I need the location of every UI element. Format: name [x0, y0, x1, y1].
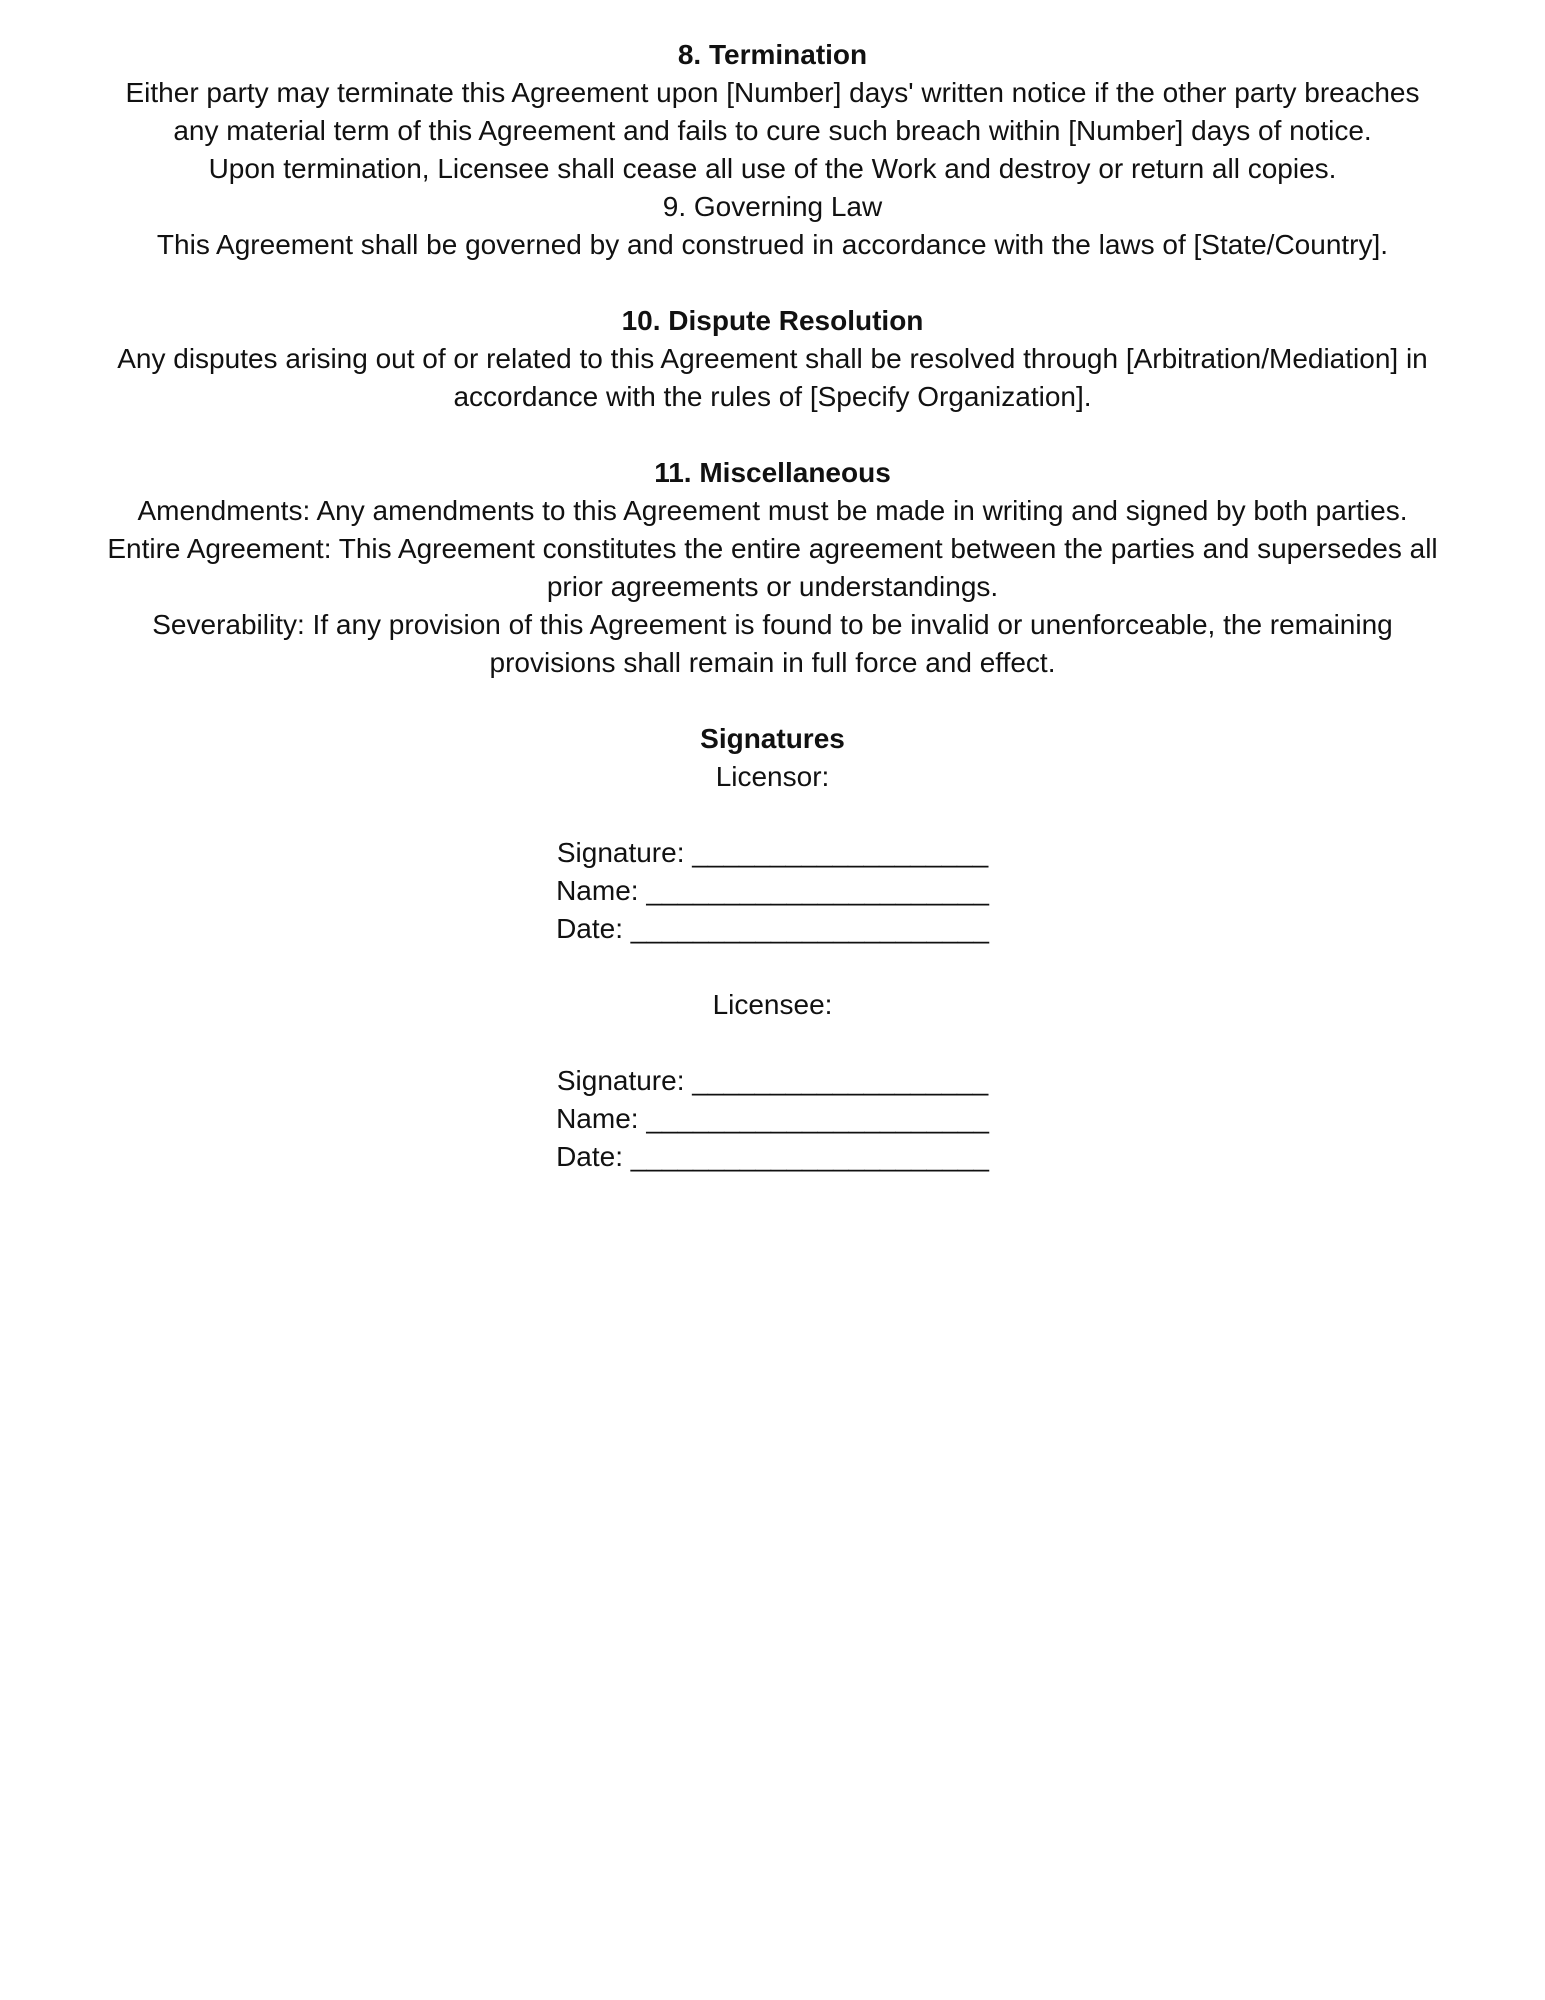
- section-heading: 9. Governing Law: [662, 191, 883, 222]
- licensor-date-field[interactable]: Date: _______________________: [556, 913, 989, 944]
- spacer: [48, 416, 1497, 454]
- paragraph-line: provisions shall remain in full force and effect.: [489, 647, 1056, 678]
- licensee-date-field[interactable]: Date: _______________________: [556, 1141, 989, 1172]
- licensee-name-field[interactable]: Name: ______________________: [556, 1103, 989, 1134]
- paragraph-line: any material term of this Agreement and fails to cure such breach within [Number] days of notice.: [173, 115, 1372, 146]
- paragraph-line: Upon termination, Licensee shall cease all use of the Work and destroy or return all copies.: [208, 153, 1337, 184]
- licensee-label: Licensee:: [712, 989, 833, 1020]
- paragraph-line: Any disputes arising out of or related to this Agreement shall be resolved through [Arbitration/Mediation] in: [117, 343, 1428, 374]
- licensor-name-field[interactable]: Name: ______________________: [556, 875, 989, 906]
- paragraph-line: Severability: If any provision of this Agreement is found to be invalid or unenforceable, the remaining: [152, 609, 1393, 640]
- spacer: [48, 948, 1497, 986]
- licensee-signature-field[interactable]: Signature: ___________________: [556, 1065, 989, 1096]
- section-signatures: [48, 720, 1497, 1176]
- spacer: [48, 264, 1497, 302]
- section-dispute-resolution: [48, 302, 1497, 416]
- paragraph-line: This Agreement shall be governed by and construed in accordance with the laws of [State/Country].: [156, 229, 1389, 260]
- section-heading: Signatures: [700, 723, 845, 754]
- section-heading: 11. Miscellaneous: [654, 457, 891, 488]
- spacer: [48, 796, 1497, 834]
- section-miscellaneous: [48, 454, 1497, 682]
- paragraph-line: Either party may terminate this Agreement upon [Number] days' written notice if the other party breaches: [125, 77, 1420, 108]
- section-governing-law: [48, 188, 1497, 264]
- paragraph-line: Entire Agreement: This Agreement constitutes the entire agreement between the parties and supersedes all: [107, 533, 1438, 564]
- spacer: [48, 682, 1497, 720]
- section-termination: [48, 36, 1497, 188]
- paragraph-line: prior agreements or understandings.: [546, 571, 999, 602]
- paragraph-line: Amendments: Any amendments to this Agreement must be made in writing and signed by both parties.: [137, 495, 1408, 526]
- licensor-signature-field[interactable]: Signature: ___________________: [556, 837, 989, 868]
- paragraph-line: accordance with the rules of [Specify Organization].: [453, 381, 1092, 412]
- licensor-label: Licensor:: [715, 761, 830, 792]
- section-heading: 10. Dispute Resolution: [621, 305, 924, 336]
- section-heading: 8. Termination: [677, 39, 868, 70]
- spacer: [48, 1024, 1497, 1062]
